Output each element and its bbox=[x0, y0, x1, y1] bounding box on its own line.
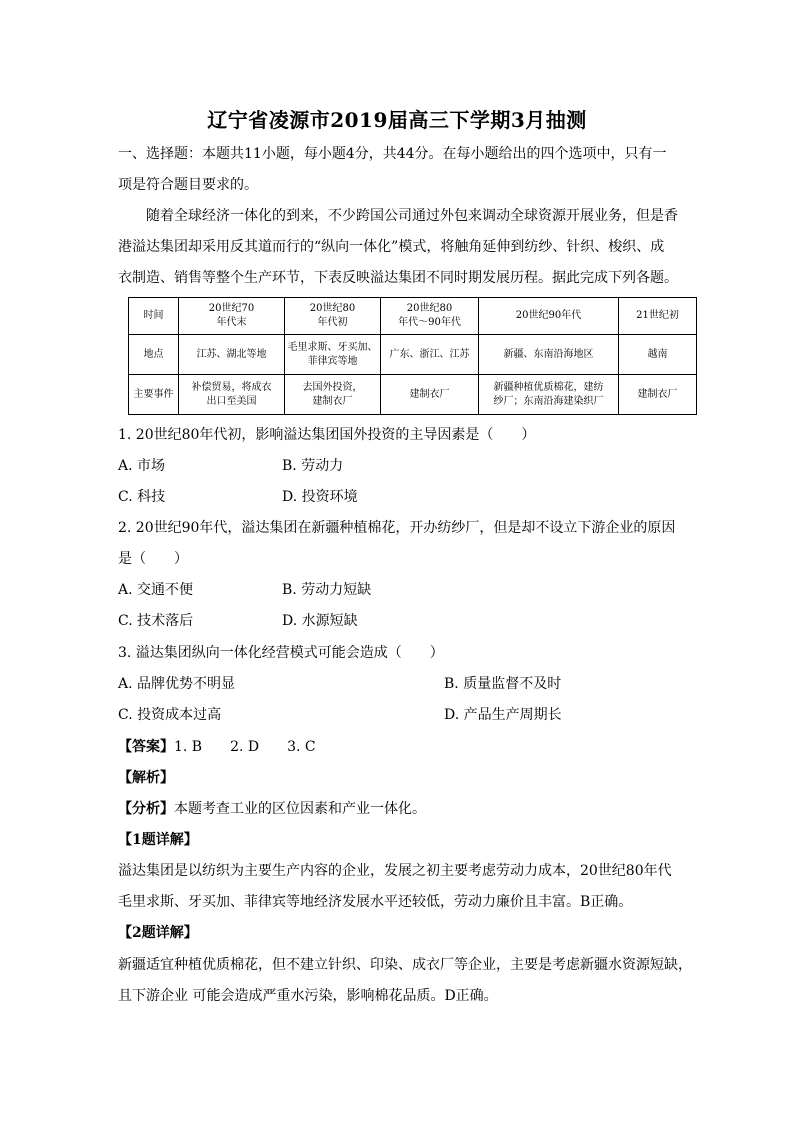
table-cell: 建制衣厂 bbox=[619, 375, 697, 415]
table-cell: 20世纪80 年代～90年代 bbox=[381, 298, 479, 335]
question-3-option-c: C. 投资成本过高 bbox=[118, 707, 222, 723]
detail-1-heading: 【1题详解】 bbox=[118, 832, 198, 848]
question-1-stem: 1. 20世纪80年代初，影响溢达集团国外投资的主导因素是（ ） bbox=[118, 427, 536, 443]
passage-line-3: 衣制造、销售等整个生产环节，下表反映溢达集团不同时期发展历程。据此完成下列各题。 bbox=[118, 270, 678, 286]
passage-line-1: 随着全球经济一体化的到来，不少跨国公司通过外包来调动全球资源开展业务，但是香 bbox=[146, 208, 678, 224]
table-cell: 新疆、东南沿海地区 bbox=[479, 335, 619, 375]
question-1-option-a: A. 市场 bbox=[118, 458, 166, 474]
table-cell: 主要事件 bbox=[129, 375, 179, 415]
detail-2-heading: 【2题详解】 bbox=[118, 925, 198, 941]
detail-2-line-1: 新疆适宜种植优质棉花，但不建立针织、印染、成衣厂等企业，主要是考虑新疆水资源短缺， bbox=[118, 957, 692, 973]
question-3-stem: 3. 溢达集团纵向一体化经营模式可能会造成（ ） bbox=[118, 645, 444, 661]
answer-text: 1. B 2. D 3. C bbox=[174, 739, 316, 755]
table-cell: 广东、浙江、江苏 bbox=[381, 335, 479, 375]
table-cell: 江苏、湖北等地 bbox=[179, 335, 285, 375]
table-cell: 21世纪初 bbox=[619, 298, 697, 335]
history-table bbox=[128, 297, 697, 415]
table-row-time bbox=[129, 298, 697, 335]
detail-2-line-2: 且下游企业 可能会造成严重水污染，影响棉花品质。D正确。 bbox=[118, 988, 498, 1004]
question-2-option-b: B. 劳动力短缺 bbox=[282, 582, 372, 598]
table-cell: 时间 bbox=[129, 298, 179, 335]
table-row-events bbox=[129, 375, 697, 415]
question-1-option-c: C. 科技 bbox=[118, 489, 166, 505]
table-cell: 建制衣厂 bbox=[381, 375, 479, 415]
analysis-fenxi-label: 【分析】 bbox=[118, 801, 174, 817]
question-2-option-d: D. 水源短缺 bbox=[282, 613, 358, 629]
table-cell: 新疆种植优质棉花，建纺 纱厂；东南沿海建染织厂 bbox=[479, 375, 619, 415]
section-intro-line-1: 一、选择题：本题共11小题，每小题4分，共44分。在每小题给出的四个选项中，只有一 bbox=[118, 146, 667, 162]
question-2-option-a: A. 交通不便 bbox=[118, 582, 194, 598]
table-cell: 越南 bbox=[619, 335, 697, 375]
question-3-option-d: D. 产品生产周期长 bbox=[444, 707, 562, 723]
question-2-stem-line-1: 2. 20世纪90年代，溢达集团在新疆种植棉花，开办纺纱厂，但是却不设立下游企业的原因 bbox=[118, 520, 676, 536]
answer-line bbox=[118, 737, 698, 757]
question-1-option-d: D. 投资环境 bbox=[282, 489, 358, 505]
passage-line-2: 港溢达集团却采用反其道而行的“纵向一体化”模式，将触角延伸到纺纱、针织、梭织、成 bbox=[118, 239, 665, 255]
table-cell: 20世纪70 年代末 bbox=[179, 298, 285, 335]
section-intro-line-2: 项是符合题目要求的。 bbox=[118, 177, 258, 193]
table-row-location bbox=[129, 335, 697, 375]
question-3-option-a: A. 品牌优势不明显 bbox=[118, 676, 236, 692]
analysis-heading: 【解析】 bbox=[118, 770, 174, 786]
detail-1-line-1: 溢达集团是以纺织为主要生产内容的企业，发展之初主要考虑劳动力成本，20世纪80年代 bbox=[118, 863, 672, 879]
document-title: 辽宁省凌源市2019届高三下学期3月抽测 bbox=[207, 108, 587, 132]
question-2-option-c: C. 技术落后 bbox=[118, 613, 194, 629]
analysis-fenxi-line bbox=[118, 799, 698, 819]
table-cell: 20世纪80 年代初 bbox=[285, 298, 381, 335]
table-cell: 去国外投资， 建制衣厂 bbox=[285, 375, 381, 415]
analysis-fenxi-text: 本题考查工业的区位因素和产业一体化。 bbox=[174, 801, 426, 817]
table-cell: 20世纪90年代 bbox=[479, 298, 619, 335]
table-cell: 补偿贸易，将成衣 出口至美国 bbox=[179, 375, 285, 415]
answer-label: 【答案】 bbox=[118, 739, 174, 755]
table-cell: 毛里求斯、牙买加、 菲律宾等地 bbox=[285, 335, 381, 375]
question-3-option-b: B. 质量监督不及时 bbox=[444, 676, 562, 692]
question-2-stem-line-2: 是（ ） bbox=[118, 551, 188, 567]
detail-1-line-2: 毛里求斯、牙买加、菲律宾等地经济发展水平还较低，劳动力廉价且丰富。B正确。 bbox=[118, 894, 633, 910]
question-1-option-b: B. 劳动力 bbox=[282, 458, 344, 474]
table-cell: 地点 bbox=[129, 335, 179, 375]
